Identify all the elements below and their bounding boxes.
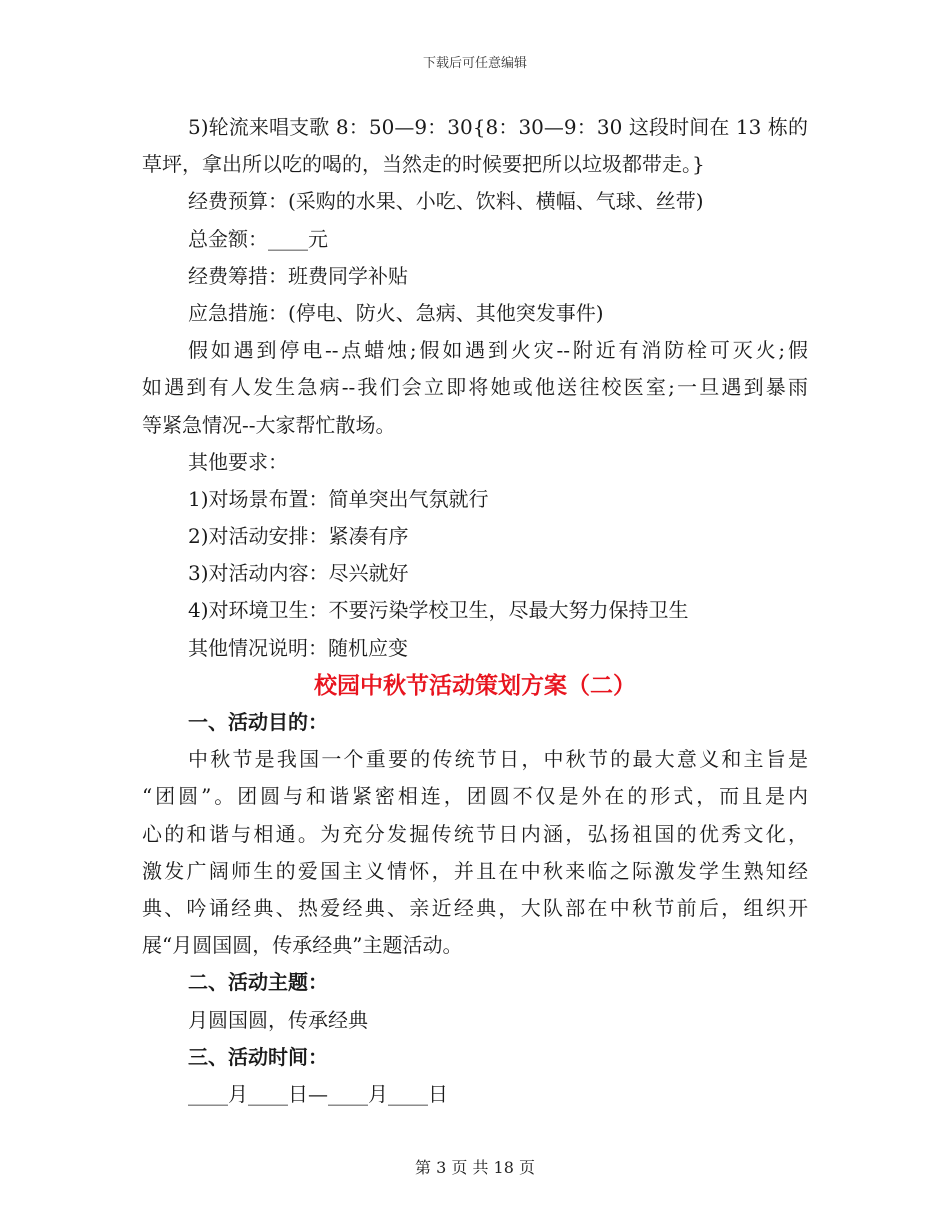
page-number: 第 3 页 共 18 页 (415, 1158, 535, 1177)
paragraph-line: 展“月圆国圆，传承经典”主题活动。 (142, 933, 463, 958)
section-heading: 三、活动时间： (188, 1044, 328, 1069)
list-item: 1)对场景布置：简单突出气氛就行 (188, 486, 489, 511)
paragraph-line: 如遇到有人发生急病--我们会立即将她或他送往校医室;一旦遇到暴雨 (142, 375, 808, 400)
document-body (142, 109, 808, 1113)
paragraph-line: 激发广阔师生的爱国主义情怀，并且在中秋来临之际激发学生熟知经 (142, 858, 808, 883)
section-title: 校园中秋节活动策划方案（二） (314, 671, 636, 699)
paragraph-line: 中秋节是我国一个重要的传统节日，中秋节的最大意义和主旨是 (188, 747, 808, 772)
paragraph-line: 心的和谐与相通。为充分发掘传统节日内涵，弘扬祖国的优秀文化， (142, 821, 808, 846)
paragraph-line: “团圆”。团圆与和谐紧密相连，团圆不仅是外在的形式，而且是内 (142, 784, 808, 809)
paragraph-line: 其他要求： (188, 449, 288, 474)
paragraph-line: 应急措施：(停电、防火、急病、其他突发事件) (188, 300, 604, 325)
list-item: 4)对环境卫生：不要污染学校卫生，尽最大努力保持卫生 (188, 598, 689, 623)
list-item: 2)对活动安排：紧凑有序 (188, 524, 409, 549)
paragraph-line: 等紧急情况--大家帮忙散场。 (142, 412, 396, 437)
paragraph-line: ____月____日—____月____日 (188, 1081, 448, 1106)
paragraph-line: 假如遇到停电--点蜡烛;假如遇到火灾--附近有消防栓可灭火;假 (188, 338, 808, 363)
list-item: 3)对活动内容：尽兴就好 (188, 561, 409, 586)
section-heading: 二、活动主题： (188, 970, 328, 995)
paragraph-line: 典、吟诵经典、热爱经典、亲近经典，大队部在中秋节前后，组织开 (142, 895, 808, 920)
paragraph-line: 5)轮流来唱支歌 8：50—9：30{8：30—9：30 这段时间在 13 栋的 (188, 115, 808, 139)
paragraph-line: 其他情况说明：随机应变 (188, 635, 408, 660)
page-header-note: 下载后可任意编辑 (422, 56, 527, 71)
section-heading: 一、活动目的： (188, 710, 328, 734)
paragraph-line: 月圆国圆，传承经典 (188, 1007, 368, 1032)
paragraph-line: 总金额：____元 (188, 226, 328, 251)
paragraph-line: 草坪，拿出所以吃的喝的，当然走的时候要把所以垃圾都带走。} (142, 152, 705, 177)
paragraph-line: 经费预算：(采购的水果、小吃、饮料、横幅、气球、丝带) (188, 189, 704, 214)
paragraph-line: 经费筹措：班费同学补贴 (188, 263, 408, 288)
